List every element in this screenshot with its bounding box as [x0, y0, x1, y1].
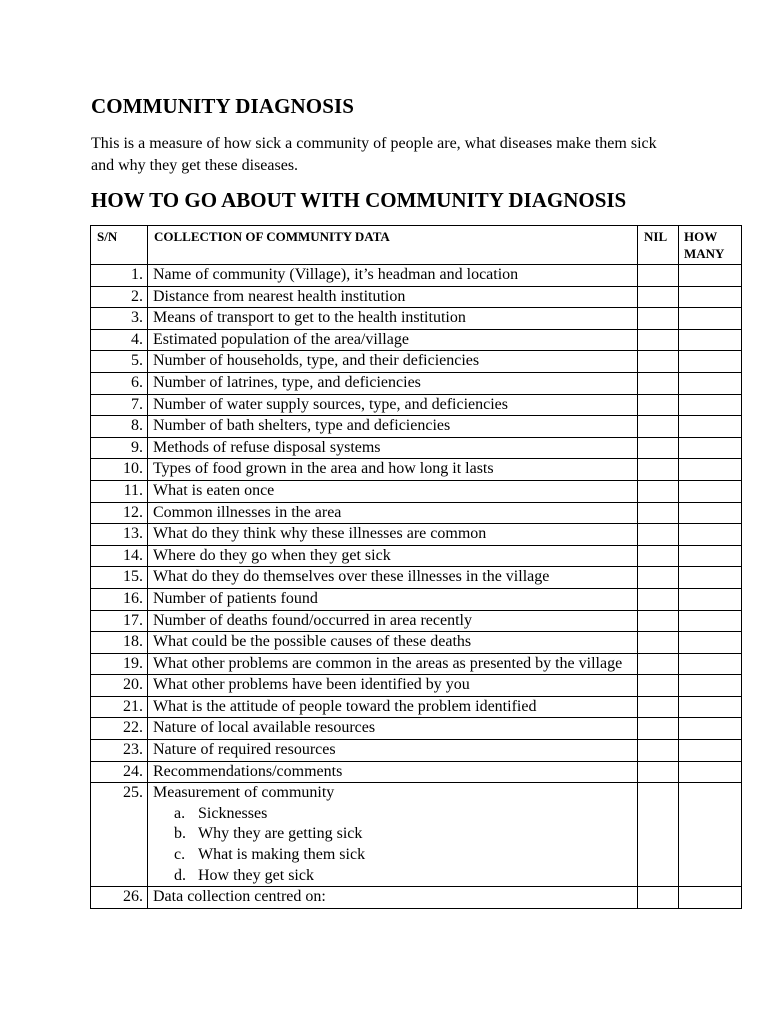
row-text: Where do they go when they get sick	[153, 546, 391, 564]
how-many-cell	[679, 524, 742, 546]
row-text: Number of households, type, and their deficiencies	[153, 352, 480, 370]
row-cell	[148, 567, 638, 589]
nil-cell	[638, 286, 679, 308]
table-row	[91, 265, 742, 287]
how-many-cell	[679, 308, 742, 330]
nil-cell	[638, 480, 679, 502]
row-cell	[148, 416, 638, 438]
header-nil: NIL	[638, 226, 679, 265]
row-text: Means of transport to get to the health institution	[153, 309, 466, 327]
sub-item-letter: a.	[174, 804, 186, 822]
row-number: 25.	[91, 783, 148, 887]
table-row	[91, 524, 742, 546]
document-title: COMMUNITY DIAGNOSIS	[91, 94, 355, 118]
table-row	[91, 783, 742, 887]
row-text: What is eaten once	[153, 481, 275, 499]
nil-cell	[638, 696, 679, 718]
row-text: Nature of required resources	[153, 741, 336, 759]
how-many-cell	[679, 588, 742, 610]
table-row	[91, 416, 742, 438]
row-number: 6.	[91, 372, 148, 394]
row-text: Number of bath shelters, type and deficiencies	[153, 417, 451, 435]
table-row	[91, 761, 742, 783]
nil-cell	[638, 567, 679, 589]
how-many-cell	[679, 394, 742, 416]
how-many-cell	[679, 675, 742, 697]
row-text: Number of patients found	[153, 589, 318, 607]
row-number: 13.	[91, 524, 148, 546]
table-row	[91, 567, 742, 589]
nil-cell	[638, 675, 679, 697]
row-text: Number of deaths found/occurred in area recently	[153, 611, 472, 629]
how-many-cell	[679, 783, 742, 887]
row-number: 9.	[91, 437, 148, 459]
row-text: Nature of local available resources	[153, 719, 376, 737]
row-number: 16.	[91, 588, 148, 610]
how-many-cell	[679, 545, 742, 567]
table-row	[91, 610, 742, 632]
table-row	[91, 437, 742, 459]
how-many-cell	[679, 437, 742, 459]
row-text: Data collection centred on:	[153, 888, 326, 906]
row-cell	[148, 329, 638, 351]
how-many-cell	[679, 887, 742, 909]
row-cell	[148, 761, 638, 783]
row-text: Types of food grown in the area and how long it lasts	[153, 460, 494, 478]
sub-item-letter: c.	[174, 846, 186, 864]
row-text: What other problems are common in the areas as presented by the village	[153, 654, 623, 672]
row-number: 24.	[91, 761, 148, 783]
row-number: 1.	[91, 265, 148, 287]
table-row	[91, 588, 742, 610]
row-number: 8.	[91, 416, 148, 438]
nil-cell	[638, 887, 679, 909]
row-text: Methods of refuse disposal systems	[153, 438, 381, 456]
nil-cell	[638, 329, 679, 351]
table-row	[91, 394, 742, 416]
sub-item	[153, 804, 637, 825]
row-cell	[148, 653, 638, 675]
row-number: 15.	[91, 567, 148, 589]
row-number: 12.	[91, 502, 148, 524]
row-number: 3.	[91, 308, 148, 330]
nil-cell	[638, 761, 679, 783]
row-cell	[148, 632, 638, 654]
how-many-cell	[679, 632, 742, 654]
row-cell	[148, 524, 638, 546]
row-text: Common illnesses in the area	[153, 503, 342, 521]
nil-cell	[638, 502, 679, 524]
row-cell	[148, 588, 638, 610]
how-many-cell	[679, 459, 742, 481]
nil-cell	[638, 394, 679, 416]
community-data-table	[90, 225, 742, 909]
row-text: Name of community (Village), it’s headman and location	[153, 266, 519, 283]
row-text: What other problems have been identified by you	[153, 676, 470, 694]
row-cell	[148, 545, 638, 567]
table-row	[91, 545, 742, 567]
table-row	[91, 887, 742, 909]
row-number: 20.	[91, 675, 148, 697]
table-row	[91, 502, 742, 524]
row-cell	[148, 351, 638, 373]
how-many-cell	[679, 610, 742, 632]
table-header-row	[91, 226, 742, 265]
row-cell	[148, 372, 638, 394]
intro-paragraph: This is a measure of how sick a community of people are, what diseases make them sick and why they get these diseases.	[91, 135, 657, 174]
row-number: 17.	[91, 610, 148, 632]
nil-cell	[638, 783, 679, 887]
row-number: 5.	[91, 351, 148, 373]
how-many-cell	[679, 696, 742, 718]
table-row	[91, 459, 742, 481]
table-row	[91, 372, 742, 394]
row-cell	[148, 675, 638, 697]
header-how-many: HOW MANY	[679, 226, 742, 265]
how-many-cell	[679, 502, 742, 524]
row-number: 10.	[91, 459, 148, 481]
row-cell	[148, 308, 638, 330]
row-cell	[148, 459, 638, 481]
row-text: Recommendations/comments	[153, 762, 343, 780]
table-row	[91, 480, 742, 502]
nil-cell	[638, 588, 679, 610]
how-many-cell	[679, 567, 742, 589]
nil-cell	[638, 372, 679, 394]
table-row	[91, 308, 742, 330]
nil-cell	[638, 416, 679, 438]
table-row	[91, 696, 742, 718]
table-row	[91, 718, 742, 740]
row-text: Number of water supply sources, type, and deficiencies	[153, 395, 508, 413]
row-number: 11.	[91, 480, 148, 502]
sub-item-text: How they get sick	[198, 866, 314, 884]
how-many-cell	[679, 740, 742, 762]
table-row	[91, 632, 742, 654]
row-cell	[148, 783, 638, 887]
row-cell	[148, 437, 638, 459]
row-number: 18.	[91, 632, 148, 654]
how-many-cell	[679, 480, 742, 502]
nil-cell	[638, 610, 679, 632]
row-number: 14.	[91, 545, 148, 567]
row-number: 21.	[91, 696, 148, 718]
row-cell	[148, 696, 638, 718]
nil-cell	[638, 459, 679, 481]
row-cell	[148, 502, 638, 524]
nil-cell	[638, 351, 679, 373]
sub-item	[153, 866, 637, 887]
row-text: Distance from nearest health institution	[153, 287, 406, 305]
row-text: Number of latrines, type, and deficiencies	[153, 373, 421, 391]
row-number: 7.	[91, 394, 148, 416]
header-collection: COLLECTION OF COMMUNITY DATA	[148, 226, 638, 265]
table-row	[91, 329, 742, 351]
row-cell	[148, 265, 638, 287]
sub-item-text: What is making them sick	[198, 846, 366, 864]
row-cell	[148, 718, 638, 740]
row-cell	[148, 610, 638, 632]
how-many-cell	[679, 761, 742, 783]
nil-cell	[638, 653, 679, 675]
row-text: What do they think why these illnesses are common	[153, 525, 487, 543]
row-cell	[148, 394, 638, 416]
row-cell	[148, 480, 638, 502]
how-many-cell	[679, 286, 742, 308]
row-cell	[148, 286, 638, 308]
how-many-cell	[679, 351, 742, 373]
how-many-cell	[679, 265, 742, 287]
table-row	[91, 653, 742, 675]
row-number: 19.	[91, 653, 148, 675]
row-text: What do they do themselves over these illnesses in the village	[153, 568, 550, 586]
row-number: 26.	[91, 887, 148, 909]
how-many-cell	[679, 329, 742, 351]
sub-item	[153, 845, 637, 866]
sub-item-letter: d.	[174, 866, 186, 884]
table-row	[91, 351, 742, 373]
nil-cell	[638, 437, 679, 459]
section-heading: HOW TO GO ABOUT WITH COMMUNITY DIAGNOSIS	[91, 188, 627, 212]
how-many-cell	[679, 718, 742, 740]
nil-cell	[638, 718, 679, 740]
how-many-cell	[679, 653, 742, 675]
table-row	[91, 286, 742, 308]
row-text: Measurement of community	[153, 784, 335, 802]
nil-cell	[638, 545, 679, 567]
row-number: 4.	[91, 329, 148, 351]
row-text: Estimated population of the area/village	[153, 330, 409, 348]
nil-cell	[638, 632, 679, 654]
row-number: 23.	[91, 740, 148, 762]
nil-cell	[638, 265, 679, 287]
nil-cell	[638, 524, 679, 546]
nil-cell	[638, 740, 679, 762]
row-text: What is the attitude of people toward the problem identified	[153, 697, 537, 715]
sub-item-text: Sicknesses	[198, 804, 268, 822]
sub-item	[153, 824, 637, 845]
how-many-cell	[679, 416, 742, 438]
table-row	[91, 675, 742, 697]
row-cell	[148, 887, 638, 909]
header-sn: S/N	[91, 226, 148, 265]
row-cell	[148, 740, 638, 762]
how-many-cell	[679, 372, 742, 394]
row-number: 2.	[91, 286, 148, 308]
sub-item-letter: b.	[174, 825, 186, 843]
row-number: 22.	[91, 718, 148, 740]
table-row	[91, 740, 742, 762]
nil-cell	[638, 308, 679, 330]
row-text: What could be the possible causes of these deaths	[153, 633, 472, 651]
sub-item-text: Why they are getting sick	[198, 825, 363, 843]
